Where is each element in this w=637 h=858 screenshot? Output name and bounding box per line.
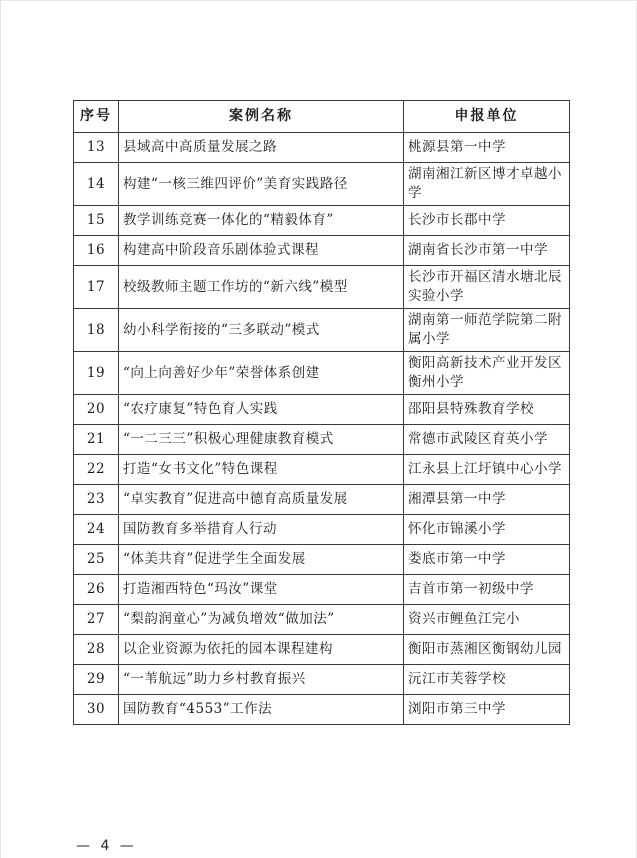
table-row xyxy=(74,485,570,515)
table-row xyxy=(74,395,570,425)
case-list-table xyxy=(73,100,570,725)
table-row xyxy=(74,266,570,309)
case-name: “卓实教育”促进高中德育高质量发展 xyxy=(119,485,404,515)
applicant-unit: 湖南第一师范学院第二附属小学 xyxy=(404,309,570,352)
table-row xyxy=(74,575,570,605)
row-number: 21 xyxy=(74,425,119,455)
page-number: — 4 — xyxy=(76,838,137,854)
applicant-unit: 长沙市长郡中学 xyxy=(404,206,570,236)
case-name: 以企业资源为依托的园本课程建构 xyxy=(119,635,404,665)
applicant-unit: 邵阳县特殊教育学校 xyxy=(404,395,570,425)
applicant-unit: 沅江市芙蓉学校 xyxy=(404,665,570,695)
applicant-unit: 吉首市第一初级中学 xyxy=(404,575,570,605)
row-number: 20 xyxy=(74,395,119,425)
row-number: 29 xyxy=(74,665,119,695)
row-number: 28 xyxy=(74,635,119,665)
applicant-unit: 江永县上江圩镇中心小学 xyxy=(404,455,570,485)
table-row xyxy=(74,635,570,665)
table-row xyxy=(74,206,570,236)
row-number: 24 xyxy=(74,515,119,545)
table-row xyxy=(74,352,570,395)
row-number: 18 xyxy=(74,309,119,352)
case-name: 国防教育多举措育人行动 xyxy=(119,515,404,545)
table-row xyxy=(74,309,570,352)
row-number: 17 xyxy=(74,266,119,309)
row-number: 25 xyxy=(74,545,119,575)
applicant-unit: 资兴市鲤鱼江完小 xyxy=(404,605,570,635)
table-row xyxy=(74,455,570,485)
applicant-unit: 娄底市第一中学 xyxy=(404,545,570,575)
table-row xyxy=(74,133,570,163)
applicant-unit: 衡阳市蒸湘区衡钢幼儿园 xyxy=(404,635,570,665)
header-case-name: 案例名称 xyxy=(119,101,404,133)
table-row xyxy=(74,425,570,455)
case-name: 县域高中高质量发展之路 xyxy=(119,133,404,163)
row-number: 15 xyxy=(74,206,119,236)
applicant-unit: 湖南省长沙市第一中学 xyxy=(404,236,570,266)
case-name: 教学训练竞赛一体化的“精毅体育” xyxy=(119,206,404,236)
applicant-unit: 湘潭县第一中学 xyxy=(404,485,570,515)
case-name: 校级教师主题工作坊的“新六线”模型 xyxy=(119,266,404,309)
case-name: “体美共育”促进学生全面发展 xyxy=(119,545,404,575)
case-name: “农疗康复”特色育人实践 xyxy=(119,395,404,425)
case-name: “梨韵润童心”为减负增效“做加法” xyxy=(119,605,404,635)
case-name: 打造“女书文化”特色课程 xyxy=(119,455,404,485)
case-name: 打造湘西特色“玛汝”课堂 xyxy=(119,575,404,605)
table-row xyxy=(74,695,570,725)
applicant-unit: 长沙市开福区清水塘北辰实验小学 xyxy=(404,266,570,309)
row-number: 23 xyxy=(74,485,119,515)
header-no: 序号 xyxy=(74,101,119,133)
page-edge xyxy=(0,0,637,1)
case-name: 构建“一核三维四评价”美育实践路径 xyxy=(119,163,404,206)
row-number: 30 xyxy=(74,695,119,725)
table-body xyxy=(74,133,570,725)
applicant-unit: 怀化市锦溪小学 xyxy=(404,515,570,545)
row-number: 13 xyxy=(74,133,119,163)
case-name: “一苇航远”助力乡村教育振兴 xyxy=(119,665,404,695)
row-number: 14 xyxy=(74,163,119,206)
applicant-unit: 衡阳高新技术产业开发区衡州小学 xyxy=(404,352,570,395)
applicant-unit: 桃源县第一中学 xyxy=(404,133,570,163)
row-number: 22 xyxy=(74,455,119,485)
page-edge xyxy=(0,0,1,858)
case-name: 幼小科学衔接的“三多联动”模式 xyxy=(119,309,404,352)
table-row xyxy=(74,163,570,206)
table-row xyxy=(74,236,570,266)
case-name: 国防教育“4553”工作法 xyxy=(119,695,404,725)
applicant-unit: 湖南湘江新区博才卓越小学 xyxy=(404,163,570,206)
row-number: 16 xyxy=(74,236,119,266)
case-name: “一二三三”积极心理健康教育模式 xyxy=(119,425,404,455)
case-name: “向上向善好少年”荣誉体系创建 xyxy=(119,352,404,395)
case-name: 构建高中阶段音乐剧体验式课程 xyxy=(119,236,404,266)
row-number: 26 xyxy=(74,575,119,605)
applicant-unit: 常德市武陵区育英小学 xyxy=(404,425,570,455)
table-row xyxy=(74,665,570,695)
applicant-unit: 浏阳市第三中学 xyxy=(404,695,570,725)
table-row xyxy=(74,545,570,575)
row-number: 19 xyxy=(74,352,119,395)
table-row xyxy=(74,515,570,545)
row-number: 27 xyxy=(74,605,119,635)
table-header-row xyxy=(74,101,570,133)
table-row xyxy=(74,605,570,635)
header-unit: 申报单位 xyxy=(404,101,570,133)
